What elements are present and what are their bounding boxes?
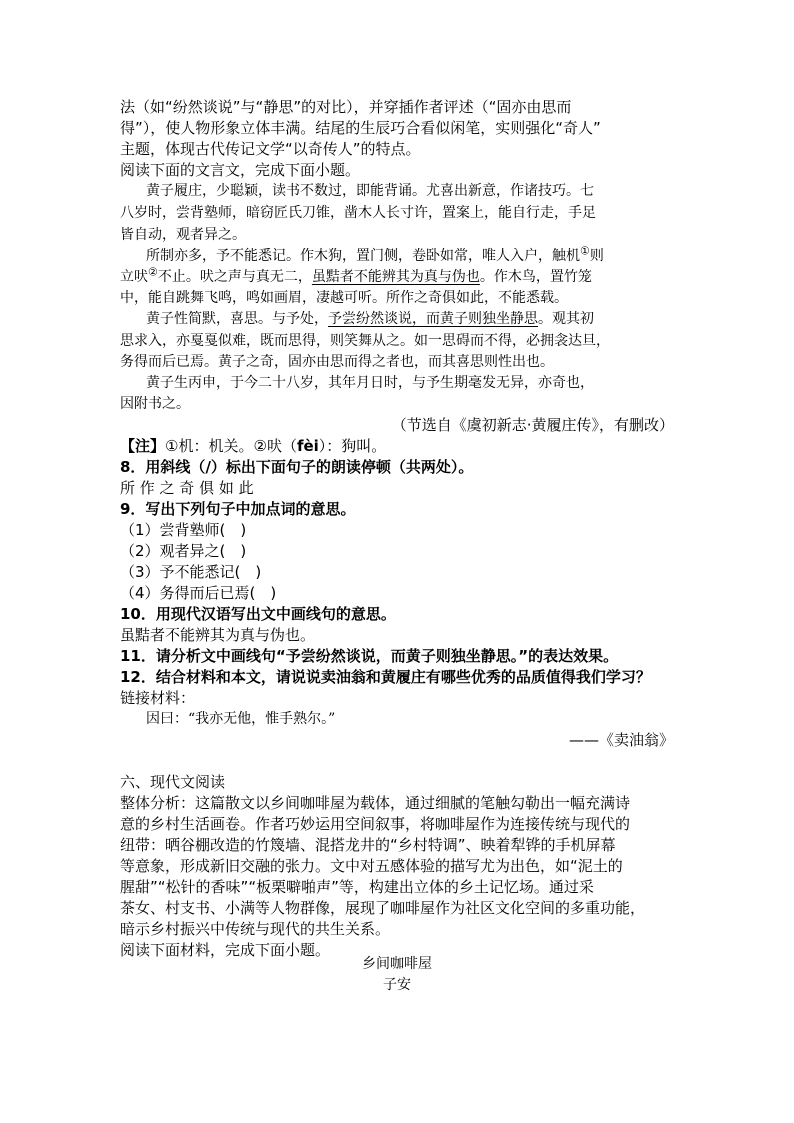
passage-text: 黄子性简默，喜思。与予处， (146, 311, 328, 327)
question-11: 11．请分析文中画线句“予尝纷然谈说，而黄子则独坐静思。”的表达效果。 (120, 647, 619, 665)
question-8-sentence: 所 作 之 奇 俱 如 此 (120, 479, 254, 497)
analysis-line: 得”），使人物形象立体丰满。结尾的生辰巧合看似闲笔，实则强化“奇人” (120, 119, 601, 137)
question-8: 8．用斜线（/）标出下面句子的朗读停顿（共两处）。 (120, 458, 474, 476)
passage-text: 则 (589, 248, 604, 264)
passage-text: 不止。吠之声与真无二， (157, 269, 312, 285)
analysis-line: 纽带：晒谷棚改造的竹篾墙、混搭龙井的“乡村特调”、映着犁铧的手机屏幕 (120, 836, 616, 854)
passage-text: 立吠 (120, 269, 148, 285)
analysis-line: 意的乡村生活画卷。作者巧妙运用空间叙事，将咖啡屋作为连接传统与现代的 (120, 815, 631, 833)
footnote-text: 吠（ (266, 437, 297, 455)
passage-text: 所制亦多，予不能悉记。作木狗，置门侧，卷卧如常，唯人入户，触机 (146, 248, 580, 264)
underlined-sentence-2: 予尝纷然谈说，而黄子则独坐静思 (328, 311, 538, 327)
passage-line: 中，能自跳舞飞鸣，鸣如画眉，凄越可听。所作之奇俱如此，不能悉载。 (120, 290, 568, 306)
article-author: 子安 (383, 977, 411, 993)
footnote (120, 436, 386, 456)
question-9-item: （3）予不能悉记( ) (120, 563, 262, 581)
footnote-text: ）：狗叫。 (318, 437, 387, 455)
passage-line: 思求入，亦戛戛似难，既而思得，则笑舞从之。如一思碍而不得，必拥衾达旦， (120, 333, 610, 349)
analysis-line: 茶女、村支书、小满等人物群像，展现了咖啡屋作为社区文化空间的多重功能， (120, 899, 646, 917)
note-marker-2: ② (148, 265, 158, 279)
reading-instruction: 阅读下面材料，完成下面小题。 (120, 941, 331, 959)
question-10-sentence: 虽黠者不能辨其为真与伪也。 (120, 626, 316, 644)
passage-source: （节选自《虞初新志·黄履庄传》，有删改） (391, 416, 674, 434)
underlined-sentence-1: 虽黠者不能辨其为真与伪也 (311, 269, 480, 285)
link-material-label: 链接材料： (120, 689, 196, 707)
question-9-item: （1）尝背塾师( ) (120, 521, 247, 539)
question-9-item: （4）务得而后已焉( ) (120, 584, 277, 602)
note-marker-2: ② (253, 437, 267, 455)
question-9-item: （2）观者异之( ) (120, 542, 247, 560)
link-material-quote: 因曰：“我亦无他，惟手熟尔。” (146, 711, 336, 727)
passage-line: 八岁时，尝背塾师，暗窃匠氏刀锥，凿木人长寸许，置案上，能自行走，手足 (120, 205, 596, 221)
analysis-line: 整体分析：这篇散文以乡间咖啡屋为载体，通过细腻的笔触勾勒出一幅充满诗 (120, 794, 631, 812)
question-12: 12．结合材料和本文，请说说卖油翁和黄履庄有哪些优秀的品质值得我们学习？ (120, 668, 651, 686)
passage-line: 皆自动，观者异之。 (120, 227, 246, 243)
passage-text: 。作木鸟，置竹笼 (479, 269, 592, 285)
question-9: 9．写出下列句子中加点词的意思。 (120, 500, 356, 518)
analysis-line: 暗示乡村振兴中传统与现代的共生关系。 (120, 920, 391, 938)
analysis-line: 腥甜”“松针的香味”“板栗噼啪声”等，构建出立体的乡土记忆场。通过采 (120, 878, 594, 896)
link-material-source: ——《卖油翁》 (568, 731, 674, 749)
question-10: 10．用现代汉语写出文中画线句的意思。 (120, 605, 396, 623)
pinyin: fèi (296, 437, 319, 455)
article-title: 乡间咖啡屋 (362, 956, 432, 972)
passage-line: 黄子履庄，少聪颖，读书不数过，即能背诵。尤喜出新意，作诸技巧。七 (146, 183, 594, 199)
passage-line: 务得而后已焉。黄子之奇，固亦由思而得之者也，而其喜思则性出也。 (120, 354, 554, 370)
analysis-line: 主题，体现古代传记文学“以奇传人”的特点。 (120, 140, 421, 158)
section-heading: 六、现代文阅读 (120, 773, 226, 791)
footnote-text: 机：机关。 (178, 437, 254, 455)
analysis-line: 等意象，形成新旧交融的张力。文中对五感体验的描写尤为出色，如“泥土的 (120, 857, 623, 875)
passage-text: 。观其初 (538, 311, 594, 327)
note-marker-1: ① (580, 244, 590, 258)
passage-line (146, 309, 594, 329)
passage-line: 因附书之。 (120, 396, 190, 412)
passage-line (120, 267, 592, 287)
reading-instruction: 阅读下面的文言文，完成下面小题。 (120, 161, 361, 179)
analysis-line: 法（如“纷然谈说”与“静思”的对比），并穿插作者评述（“固亦由思而 (120, 98, 572, 116)
passage-line (146, 246, 604, 266)
passage-line: 黄子生丙申，于今二十八岁，其年月日时，与予生期毫发无异，亦奇也， (146, 375, 594, 391)
footnote-label: 【注】 (120, 437, 166, 455)
note-marker-1: ① (165, 437, 179, 455)
